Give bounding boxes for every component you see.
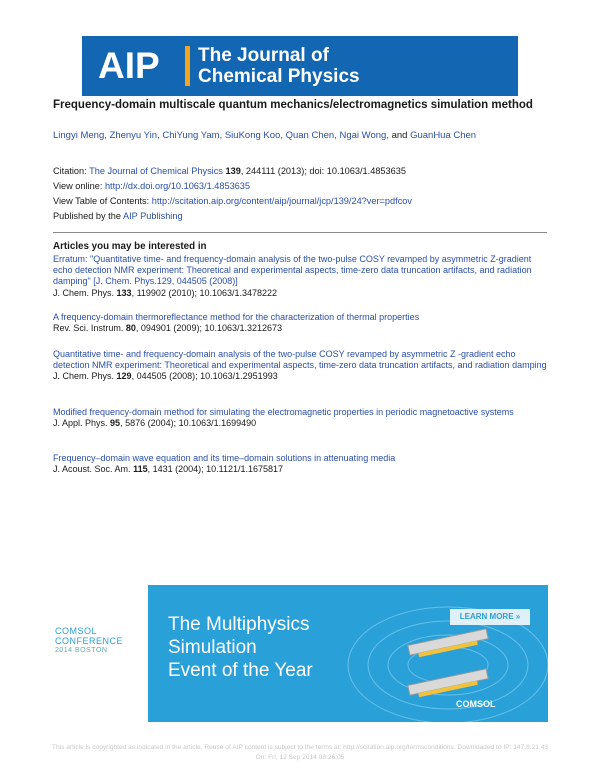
view-toc-link[interactable]: http://scitation.aip.org/content/aip/journal/jcp/139/24?ver=pdfcov xyxy=(151,196,412,206)
related-article-title-link[interactable]: Erratum: "Quantitative time- and frequency-domain analysis of the two-pulse COSY revamped by asymmetric Z-gradient echo detection NMR experiment: Theoretical and experimental aspects, time-zero data truncation artifacts, and radiation damping" [J. Chem. Phys.129, 044505 (2008)] xyxy=(53,254,532,287)
author-link[interactable]: SiuKong Koo xyxy=(224,130,281,141)
related-article-title-link[interactable]: Quantitative time- and frequency-domain analysis of the two-pulse COSY revamped by asymmetric Z -gradient echo detection NMR experiment: Theoretical and experimental aspects, time-zero data truncation artifacts, and radiation damping xyxy=(53,349,547,371)
related-article-title-link[interactable]: Frequency–domain wave equation and its time–domain solutions in attenuating media xyxy=(53,453,396,463)
copyright-footer: This article is copyrighted as indicated in the article. Reuse of AIP content is subject to the terms at: http://scitation.aip.org/termsconditions. Downloaded to IP: 147.8.21.43 On: Fri, 12 Sep 2014 08:26:05 xyxy=(51,744,549,761)
article-title: Frequency-domain multiscale quantum mechanics/electromagnetics simulation method xyxy=(53,99,533,111)
banner-divider xyxy=(185,46,190,86)
learn-more-button[interactable]: LEARN MORE » xyxy=(450,609,530,625)
view-online-line: View online: http://dx.doi.org/10.1063/1.4853635 xyxy=(53,181,251,191)
related-article-title-link[interactable]: A frequency-domain thermoreflectance method for the characterization of thermal properties xyxy=(53,312,420,322)
view-online-link[interactable]: http://dx.doi.org/10.1063/1.4853635 xyxy=(104,181,251,191)
comsol-conference-logo[interactable]: COMSOL CONFERENCE 2014 BOSTON xyxy=(55,626,124,654)
related-article-title-link[interactable]: Modified frequency-domain method for simulating the electromagnetic properties in periodic magnetoactive systems xyxy=(53,407,514,417)
related-article: A frequency-domain thermoreflectance method for the characterization of thermal properties Rev. Sci. Instrum. 80, 094901 (2009); 10.1063/1.3212673 xyxy=(53,312,420,334)
author-link[interactable]: Lingyi Meng xyxy=(53,130,105,141)
publisher-link[interactable]: AIP Publishing xyxy=(122,211,183,221)
citation-line: Citation: The Journal of Chemical Physics 139, 244111 (2013); doi: 10.1063/1.4853635 xyxy=(53,166,406,176)
author-link[interactable]: Zhenyu Yin xyxy=(109,130,158,141)
citation-journal-link[interactable]: The Journal of Chemical Physics xyxy=(89,166,223,176)
section-divider xyxy=(53,232,547,233)
advertisement-banner[interactable] xyxy=(148,585,548,722)
ad-headline: The Multiphysics Simulation Event of the Year xyxy=(168,614,313,681)
author-link[interactable]: Ngai Wong xyxy=(339,130,387,141)
published-line: Published by the AIP Publishing xyxy=(53,211,183,221)
comsol-brand-logo: COMSOL xyxy=(456,699,496,709)
author-list: Lingyi Meng, Zhenyu Yin, ChiYung Yam, SiuKong Koo, Quan Chen, Ngai Wong, and GuanHua Chen xyxy=(53,130,477,141)
related-article: Frequency–domain wave equation and its time–domain solutions in attenuating media J. Acoust. Soc. Am. 115, 1431 (2004); 10.1121/1.1675817 xyxy=(53,453,396,475)
view-toc-line: View Table of Contents: http://scitation.aip.org/content/aip/journal/jcp/139/24?ver=pdfcov xyxy=(53,196,412,206)
related-article: Erratum: "Quantitative time- and frequency-domain analysis of the two-pulse COSY revamped by asymmetric Z-gradient echo detection NMR experiment: Theoretical and experimental aspects, time-zero data truncation artifacts, and radiation damping" [J. Chem. Phys.129, 044505 (2008)] J. Chem. Phys. 133, 119902 (2010); 10.1063/1.3478222 xyxy=(53,254,532,298)
aip-logo: AIP xyxy=(98,45,160,86)
related-article: Quantitative time- and frequency-domain analysis of the two-pulse COSY revamped by asymmetric Z -gradient echo detection NMR experiment: Theoretical and experimental aspects, time-zero data truncation artifacts, and radiation damping J. Chem. Phys. 129, 044505 (2008); 10.1063/1.2951993 xyxy=(53,349,547,382)
author-link[interactable]: ChiYung Yam xyxy=(162,130,220,141)
journal-name-line1: The Journal of xyxy=(198,45,329,66)
author-link[interactable]: Quan Chen xyxy=(285,130,335,141)
journal-name-line2: Chemical Physics xyxy=(198,66,360,87)
related-articles-heading: Articles you may be interested in xyxy=(53,241,207,252)
author-link[interactable]: GuanHua Chen xyxy=(410,130,477,141)
related-article: Modified frequency-domain method for simulating the electromagnetic properties in periodic magnetoactive systems J. Appl. Phys. 95, 5876 (2004); 10.1063/1.1699490 xyxy=(53,407,514,429)
journal-banner[interactable] xyxy=(82,36,518,96)
